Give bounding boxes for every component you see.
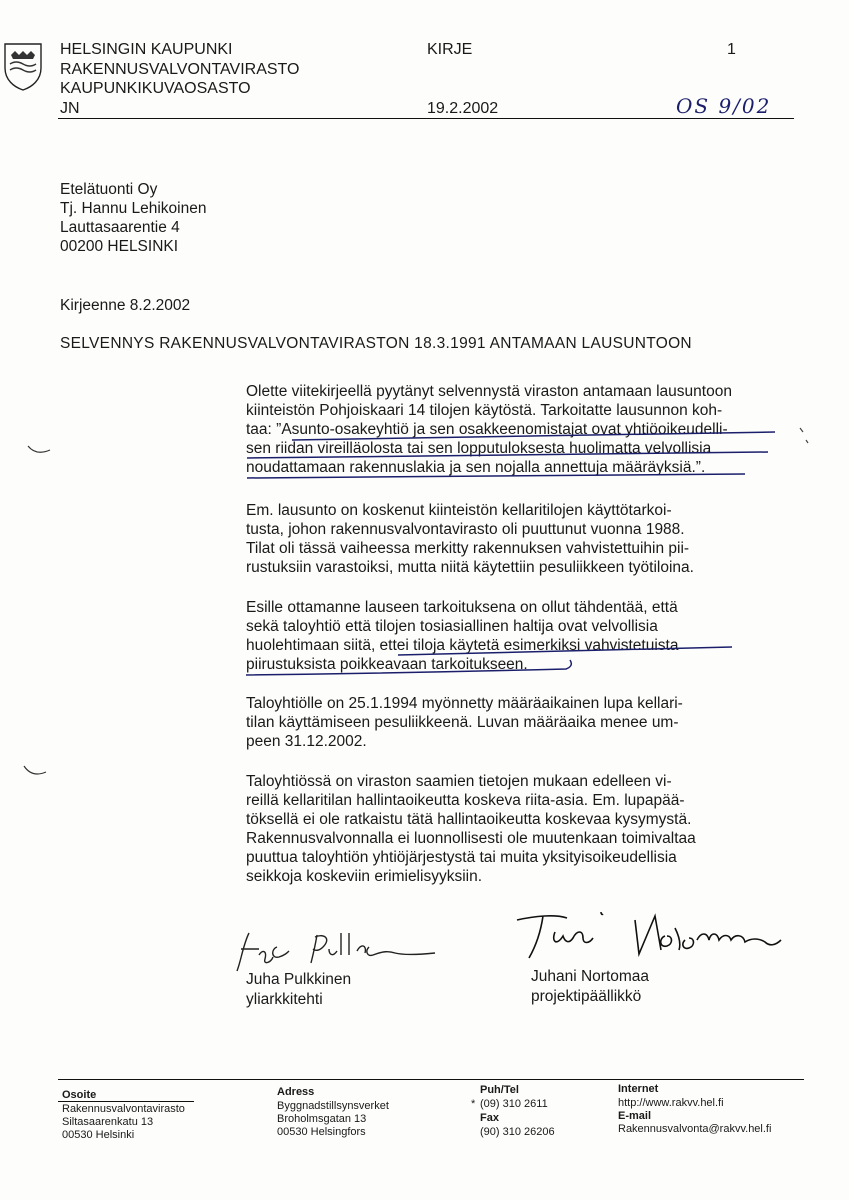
paragraph-line: Em. lausunto on koskenut kiinteistön kellaritilojen käyttötarkoi- [246, 502, 672, 519]
paragraph-line: seikkoja koskeviin erimielisyyksiin. [246, 868, 483, 885]
recipient-city: 00200 HELSINKI [60, 238, 179, 255]
footer-address-line: Siltasaarenkatu 13 [62, 1116, 154, 1128]
letter-date: 19.2.2002 [427, 100, 499, 117]
org-line-initials: JN [60, 100, 80, 117]
footer-fax-value: (90) 310 26206 [480, 1126, 555, 1138]
paragraph-line: Olette viitekirjeellä pyytänyt selvennystä viraston antamaan lausuntoon [246, 383, 732, 400]
footer-address-line: Rakennusvalvontavirasto [62, 1103, 185, 1115]
paragraph-line: Taloyhtiössä on viraston saamien tietojen mukaan edelleen vi- [246, 773, 672, 790]
paragraph-line: rustuksiin varastoiksi, mutta niitä käytettiin pesuliikkeen työtiloina. [246, 559, 694, 576]
paragraph-line: töksellä ei ole ratkaistu tätä hallintaoikeutta koskevaa kysymystä. [246, 811, 692, 828]
footer-address-line: 00530 Helsinki [62, 1129, 135, 1141]
paragraph-line: sekä taloyhtiö että tilojen tosiasiallinen haltija ovat velvollisia [246, 618, 658, 635]
paragraph-line: piirustuksista poikkeavaan tarkoitukseen. [246, 656, 528, 673]
footer-adress-sv-line: Byggnadstillsynsverket [277, 1100, 389, 1112]
footer-internet-heading: Internet [618, 1083, 659, 1095]
handwritten-reference: OS 9/02 [676, 94, 772, 118]
footer-website-link[interactable]: http://www.rakvv.hel.fi [618, 1097, 724, 1109]
paragraph-line: kiinteistön Pohjoiskaari 14 tilojen käytöstä. Tarkoitatte lausunnon koh- [246, 402, 723, 419]
paragraph-line: Taloyhtiölle on 25.1.1994 myönnetty määräaikainen lupa kellari- [246, 695, 683, 712]
org-line-department: KAUPUNKIKUVAOSASTO [60, 80, 251, 97]
footer-heading-underline [58, 1101, 194, 1102]
footer-email-link[interactable]: Rakennusvalvonta@rakvv.hel.fi [618, 1123, 772, 1135]
footer-adress-sv-line: 00530 Helsingfors [277, 1126, 366, 1138]
paragraph-line: huolehtimaan siitä, ettei tiloja käytetä esimerkiksi vahvistetuista [246, 637, 679, 654]
paragraph-line: taa: ”Asunto-osakeyhtiö ja sen osakkeenomistajat ovat yhtiöoikeudelli- [246, 421, 728, 438]
footer-email-heading: E-mail [618, 1110, 652, 1122]
footer-phone-bullet: * [471, 1098, 476, 1110]
paragraph-line: peen 31.12.2002. [246, 733, 367, 750]
org-line-agency: RAKENNUSVALVONTAVIRASTO [60, 61, 300, 78]
footer-adress-sv-heading: Adress [277, 1086, 315, 1098]
paragraph-line: tusta, johon rakennusvalvontavirasto oli puuttunut vuonna 1988. [246, 521, 685, 538]
org-line-city: HELSINGIN KAUPUNKI [60, 41, 233, 58]
signature-pulkkinen [225, 925, 445, 975]
recipient-street: Lauttasaarentie 4 [60, 219, 180, 236]
signatory-1-name: Juha Pulkkinen [246, 971, 352, 988]
footer-address-heading: Osoite [62, 1089, 97, 1101]
footer-phone-value: (09) 310 2611 [480, 1098, 548, 1110]
paragraph-line: tilan käyttämiseen pesuliikkeenä. Luvan määräaika menee um- [246, 714, 679, 731]
paragraph-line: Esille ottamanne lauseen tarkoituksena on ollut tähdentää, että [246, 599, 678, 616]
subject-line: SELVENNYS RAKENNUSVALVONTAVIRASTON 18.3.1991 ANTAMAAN LAUSUNTOON [60, 335, 692, 352]
reference-line: Kirjeenne 8.2.2002 [60, 297, 191, 314]
paragraph-line: noudattamaan rakennuslakia ja sen nojalla annettuja määräyksiä.”. [246, 459, 706, 476]
signatory-2-title: projektipäällikkö [531, 988, 642, 1005]
footer-rule [58, 1079, 804, 1080]
footer-adress-sv-line: Broholmsgatan 13 [277, 1113, 367, 1125]
paragraph-line: Tilat oli tässä vaiheessa merkitty rakennuksen vahvistettuihin pii- [246, 540, 690, 557]
recipient-person: Tj. Hannu Lehikoinen [60, 200, 207, 217]
recipient-company: Etelätuonti Oy [60, 181, 158, 198]
signatory-2-name: Juhani Nortomaa [531, 968, 650, 985]
paragraph-line: puuttua taloyhtiön yhtiöjärjestystä tai muita yksityisoikeudellisia [246, 849, 677, 866]
document-type: KIRJE [427, 41, 473, 58]
footer-fax-heading: Fax [480, 1112, 499, 1124]
page-number: 1 [727, 41, 736, 58]
signature-nortomaa [515, 910, 795, 965]
paragraph-line: Rakennusvalvonnalla ei luonnollisesti ole muutenkaan toimivaltaa [246, 830, 696, 847]
paragraph-line: sen riidan vireilläolosta tai sen lopputuloksesta huolimatta velvollisia [246, 440, 712, 457]
footer-phone-heading: Puh/Tel [480, 1084, 519, 1096]
paragraph-line: reillä kellaritilan hallintaoikeutta koskeva riita-asia. Em. lupapää- [246, 792, 685, 809]
signatory-1-title: yliarkkitehti [246, 991, 323, 1008]
